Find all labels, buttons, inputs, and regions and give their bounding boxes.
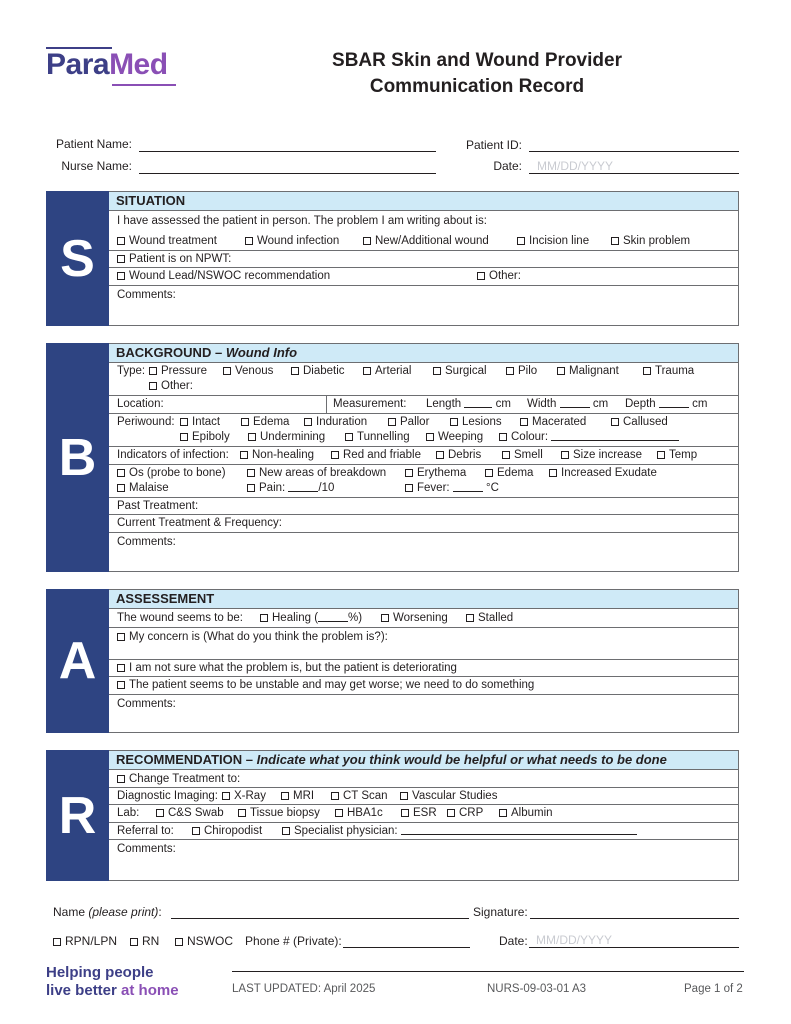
checkbox-icon: [426, 433, 434, 441]
checkbox-icon: [506, 367, 514, 375]
assessment-section: [109, 589, 739, 733]
type-surgical[interactable]: Surgical: [433, 364, 487, 379]
option-unstable[interactable]: The patient seems to be unstable and may get worse; we need to do something: [117, 678, 534, 693]
option-stalled[interactable]: Stalled: [466, 611, 513, 626]
checkbox-icon: [117, 775, 125, 783]
checkbox-icon: [388, 418, 396, 426]
signature-label: Signature:: [473, 905, 528, 919]
checkbox-icon: [520, 418, 528, 426]
footer-tagline: Helping people live better at home: [46, 964, 179, 999]
infection-temp[interactable]: Temp: [657, 448, 697, 463]
lab-label: Lab:: [117, 807, 140, 819]
form-code: NURS-09-03-01 A3: [487, 983, 587, 995]
wound-seems-label: The wound seems to be:: [117, 612, 243, 624]
option-healing[interactable]: Healing ( %): [260, 611, 362, 626]
checkbox-icon: [331, 451, 339, 459]
comments-label: Comments:: [117, 843, 176, 855]
background-letter: B: [46, 343, 109, 572]
width-field[interactable]: Width cm: [527, 398, 609, 410]
signoff-date-placeholder: MM/DD/YYYY: [536, 933, 613, 947]
date-label: Date:: [493, 159, 522, 173]
checkbox-icon: [401, 809, 409, 817]
periwound-tunnelling[interactable]: Tunnelling: [345, 430, 410, 445]
name-field[interactable]: [171, 918, 469, 919]
periwound-colour[interactable]: Colour:: [499, 430, 679, 445]
option-not-sure[interactable]: I am not sure what the problem is, but the patient is deteriorating: [117, 661, 457, 676]
checkbox-icon: [657, 451, 665, 459]
checkbox-icon: [400, 792, 408, 800]
lab-hba1c[interactable]: HBA1c: [335, 806, 383, 821]
checkbox-icon: [517, 237, 525, 245]
location-divider: [326, 396, 327, 413]
recommendation-comments-row[interactable]: [109, 840, 738, 882]
lab-crp[interactable]: CRP: [447, 806, 483, 821]
recommendation-letter: R: [46, 750, 109, 881]
checkbox-icon: [117, 484, 125, 492]
recommendation-section: [109, 750, 739, 881]
date-placeholder: MM/DD/YYYY: [537, 159, 614, 173]
infection-edema[interactable]: Edema: [485, 466, 533, 481]
checkbox-icon: [238, 809, 246, 817]
date-field[interactable]: [529, 173, 739, 174]
comments-label: Comments:: [117, 536, 176, 548]
option-new-wound[interactable]: New/Additional wound: [363, 234, 489, 249]
imaging-mri[interactable]: MRI: [281, 789, 314, 804]
type-trauma[interactable]: Trauma: [643, 364, 694, 379]
checkbox-icon: [335, 809, 343, 817]
situation-problem-row: [109, 211, 738, 251]
checkbox-icon: [192, 827, 200, 835]
option-wound-treatment[interactable]: Wound treatment: [117, 234, 217, 249]
checkbox-icon: [282, 827, 290, 835]
lead-row: [109, 268, 738, 286]
situation-heading: SITUATION: [109, 192, 738, 211]
checkbox-icon: [331, 792, 339, 800]
signoff-date-field[interactable]: [529, 947, 739, 948]
periwound-pallor[interactable]: Pallor: [388, 415, 429, 430]
comments-label: Comments:: [117, 698, 176, 710]
periwound-weeping[interactable]: Weeping: [426, 430, 483, 445]
periwound-undermining[interactable]: Undermining: [248, 430, 325, 445]
assessment-comments-row[interactable]: [109, 695, 738, 732]
checkbox-icon: [149, 367, 157, 375]
imaging-label: Diagnostic Imaging:: [117, 790, 218, 802]
type-other[interactable]: Other:: [149, 379, 193, 394]
checkbox-icon: [643, 367, 651, 375]
checkbox-icon: [247, 484, 255, 492]
checkbox-icon: [381, 614, 389, 622]
background-comments-row[interactable]: [109, 533, 738, 573]
imaging-xray[interactable]: X-Ray: [222, 789, 266, 804]
role-rpn[interactable]: RPN/LPN: [53, 934, 117, 948]
lab-esr[interactable]: ESR: [401, 806, 437, 821]
checkbox-icon: [117, 664, 125, 672]
periwound-intact[interactable]: Intact: [180, 415, 220, 430]
logo-part1: Para: [46, 48, 110, 81]
nurse-name-field[interactable]: [139, 173, 436, 174]
unstable-row: [109, 677, 738, 695]
imaging-row: [109, 788, 738, 805]
checkbox-icon: [247, 469, 255, 477]
checkbox-icon: [499, 433, 507, 441]
page-title: [300, 48, 654, 100]
checkbox-icon: [180, 418, 188, 426]
checkbox-icon: [485, 469, 493, 477]
checkbox-icon: [222, 792, 230, 800]
type-pilo[interactable]: Pilo: [506, 364, 537, 379]
concern-row: [109, 628, 738, 660]
checkbox-icon: [447, 809, 455, 817]
nurse-name-label: Nurse Name:: [61, 159, 132, 173]
imaging-ct[interactable]: CT Scan: [331, 789, 388, 804]
background-section: [109, 343, 739, 572]
infection-os[interactable]: Os (probe to bone): [117, 466, 226, 481]
checkbox-icon: [561, 451, 569, 459]
checkbox-icon: [245, 237, 253, 245]
option-npwt[interactable]: Patient is on NPWT:: [117, 252, 231, 267]
checkbox-icon: [611, 237, 619, 245]
wound-type-row: [109, 363, 738, 396]
type-diabetic[interactable]: Diabetic: [291, 364, 345, 379]
type-label: Type:: [117, 365, 146, 377]
patient-name-label: Patient Name:: [55, 137, 132, 151]
periwound-row: [109, 414, 738, 447]
infection-non-healing[interactable]: Non-healing: [240, 448, 314, 463]
lab-cs-swab[interactable]: C&S Swab: [156, 806, 224, 821]
checkbox-icon: [450, 418, 458, 426]
lab-row: [109, 805, 738, 823]
lab-albumin[interactable]: Albumin: [499, 806, 553, 821]
paramed-logo: [46, 48, 168, 82]
infection-smell[interactable]: Smell: [502, 448, 543, 463]
checkbox-icon: [149, 382, 157, 390]
checkbox-icon: [130, 938, 138, 946]
checkbox-icon: [502, 451, 510, 459]
checkbox-icon: [260, 614, 268, 622]
current-treatment-row[interactable]: [109, 515, 738, 533]
type-venous[interactable]: Venous: [223, 364, 273, 379]
checkbox-icon: [611, 418, 619, 426]
title-line2: Communication Record: [369, 76, 585, 97]
checkbox-icon: [466, 614, 474, 622]
infection-debris[interactable]: Debris: [436, 448, 481, 463]
length-field[interactable]: Length cm: [426, 398, 511, 410]
name-label: Name (please print):: [53, 905, 162, 919]
recommendation-heading: RECOMMENDATION – Indicate what you think would be helpful or what needs to be done: [109, 751, 738, 770]
checkbox-icon: [363, 367, 371, 375]
title-line1: SBAR Skin and Wound Provider: [332, 50, 622, 71]
checkbox-icon: [433, 367, 441, 375]
option-worsening[interactable]: Worsening: [381, 611, 448, 626]
situation-section: [109, 191, 739, 326]
background-heading: BACKGROUND – Wound Info: [109, 344, 738, 363]
comments-label: Comments:: [117, 289, 176, 301]
periwound-lesions[interactable]: Lesions: [450, 415, 502, 430]
checkbox-icon: [291, 367, 299, 375]
checkbox-icon: [499, 809, 507, 817]
referral-label: Referral to:: [117, 825, 174, 837]
checkbox-icon: [53, 938, 61, 946]
checkbox-icon: [281, 792, 289, 800]
periwound-edema[interactable]: Edema: [241, 415, 289, 430]
current-treatment-label: Current Treatment & Frequency:: [117, 517, 282, 529]
situation-comments-row[interactable]: [109, 286, 738, 325]
checkbox-icon: [223, 367, 231, 375]
periwound-callused[interactable]: Callused: [611, 415, 668, 430]
signature-field[interactable]: [530, 918, 739, 919]
past-treatment-row[interactable]: [109, 498, 738, 515]
periwound-label: Periwound:: [117, 416, 175, 428]
measurement-label: Measurement:: [333, 398, 407, 410]
checkbox-icon: [405, 484, 413, 492]
checkbox-icon: [345, 433, 353, 441]
pain-field[interactable]: Pain: /10: [247, 481, 334, 496]
infection-row-2: [109, 465, 738, 498]
checkbox-icon: [117, 469, 125, 477]
option-other[interactable]: Other:: [477, 269, 521, 284]
role-nswoc[interactable]: NSWOC: [175, 934, 233, 948]
wound-seems-row: [109, 609, 738, 628]
past-treatment-label: Past Treatment:: [117, 500, 199, 512]
checkbox-icon: [117, 272, 125, 280]
fever-field[interactable]: Fever: °C: [405, 481, 499, 496]
checkbox-icon: [248, 433, 256, 441]
checkbox-icon: [241, 418, 249, 426]
option-lead-recommendation[interactable]: Wound Lead/NSWOC recommendation: [117, 269, 330, 284]
change-treatment-row: [109, 770, 738, 788]
checkbox-icon: [477, 272, 485, 280]
checkbox-icon: [175, 938, 183, 946]
location-row: [109, 396, 738, 414]
checkbox-icon: [240, 451, 248, 459]
depth-field[interactable]: Depth cm: [625, 398, 708, 410]
patient-name-field[interactable]: [139, 151, 436, 152]
checkbox-icon: [117, 681, 125, 689]
npwt-row: [109, 251, 738, 268]
checkbox-icon: [117, 633, 125, 641]
checkbox-icon: [436, 451, 444, 459]
infection-new-areas[interactable]: New areas of breakdown: [247, 466, 386, 481]
situation-letter: S: [46, 191, 109, 326]
footer-rule: [232, 971, 744, 972]
checkbox-icon: [156, 809, 164, 817]
type-arterial[interactable]: Arterial: [363, 364, 411, 379]
signoff-date-label: Date:: [499, 934, 528, 948]
referral-chiropodist[interactable]: Chiropodist: [192, 824, 262, 839]
referral-row: [109, 823, 738, 840]
checkbox-icon: [117, 255, 125, 263]
situation-intro: I have assessed the patient in person. The problem I am writing about is:: [117, 215, 487, 227]
checkbox-icon: [549, 469, 557, 477]
checkbox-icon: [557, 367, 565, 375]
referral-specialist[interactable]: Specialist physician:: [282, 824, 637, 839]
infection-red-friable[interactable]: Red and friable: [331, 448, 421, 463]
checkbox-icon: [363, 237, 371, 245]
checkbox-icon: [304, 418, 312, 426]
assessment-heading: ASSESSEMENT: [109, 590, 738, 609]
type-malignant[interactable]: Malignant: [557, 364, 619, 379]
option-change-treatment[interactable]: Change Treatment to:: [117, 772, 240, 787]
lab-tissue-biopsy[interactable]: Tissue biopsy: [238, 806, 320, 821]
infection-row: [109, 447, 738, 465]
assessment-letter: A: [46, 589, 109, 733]
infection-size-increase[interactable]: Size increase: [561, 448, 642, 463]
option-concern[interactable]: My concern is (What do you think the problem is?):: [117, 630, 388, 645]
imaging-vascular[interactable]: Vascular Studies: [400, 789, 497, 804]
periwound-macerated[interactable]: Macerated: [520, 415, 586, 430]
not-sure-row: [109, 660, 738, 677]
malaise-option[interactable]: Malaise: [117, 481, 169, 496]
logo-part2: Med: [109, 48, 168, 81]
checkbox-icon: [180, 433, 188, 441]
last-updated: LAST UPDATED: April 2025: [232, 983, 376, 995]
option-skin-problem[interactable]: Skin problem: [611, 234, 690, 249]
infection-exudate[interactable]: Increased Exudate: [549, 466, 657, 481]
option-wound-infection[interactable]: Wound infection: [245, 234, 339, 249]
type-pressure[interactable]: Pressure: [149, 364, 207, 379]
checkbox-icon: [117, 237, 125, 245]
patient-id-label: Patient ID:: [465, 138, 522, 152]
infection-erythema[interactable]: Erythema: [405, 466, 466, 481]
periwound-epiboly[interactable]: Epiboly: [180, 430, 230, 445]
role-rn[interactable]: RN: [130, 934, 159, 948]
location-label: Location:: [117, 398, 164, 410]
option-incision-line[interactable]: Incision line: [517, 234, 589, 249]
checkbox-icon: [405, 469, 413, 477]
periwound-induration[interactable]: Induration: [304, 415, 367, 430]
logo-underline: [112, 84, 176, 86]
infection-label: Indicators of infection:: [117, 449, 229, 461]
patient-id-field[interactable]: [529, 151, 739, 152]
page-number: Page 1 of 2: [684, 983, 743, 995]
phone-field[interactable]: [343, 947, 470, 948]
phone-label: Phone # (Private):: [245, 934, 342, 948]
